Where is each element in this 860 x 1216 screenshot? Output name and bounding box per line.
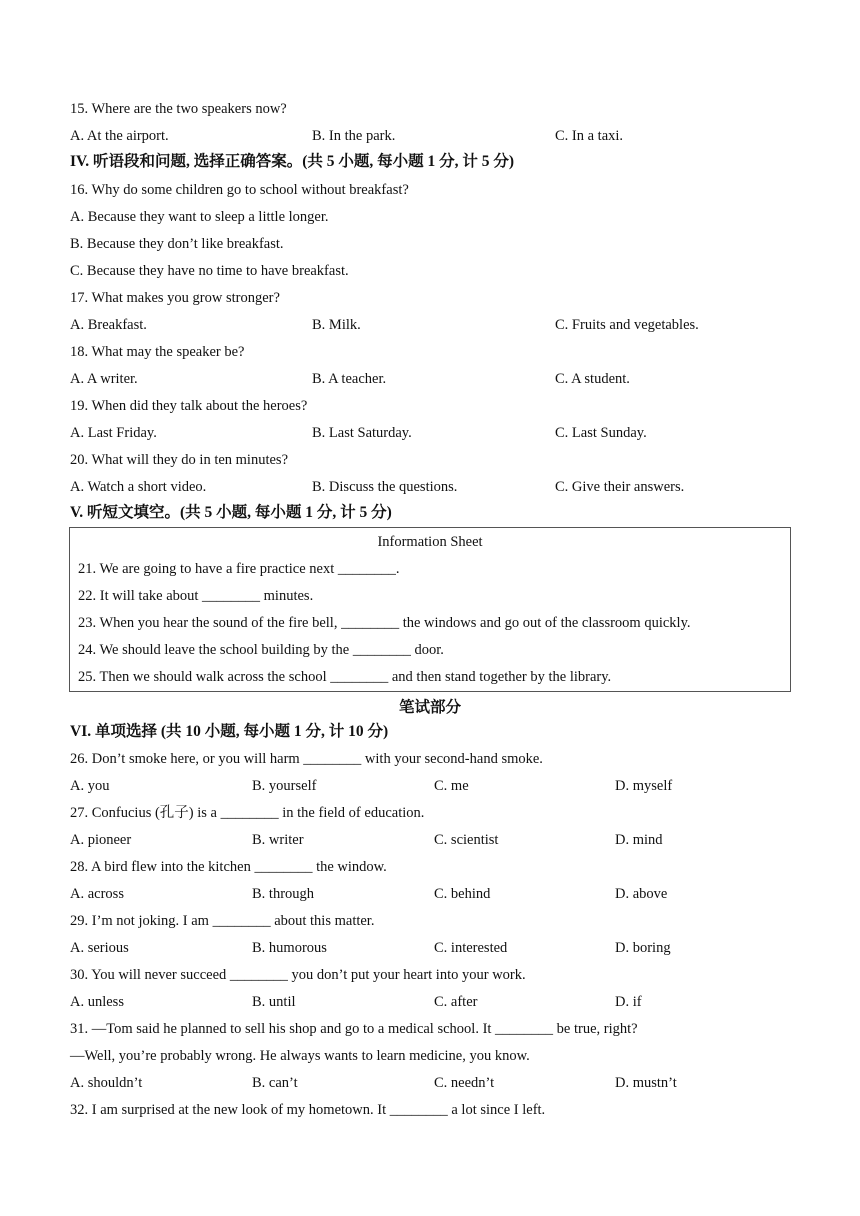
question-19-option-a: A. Last Friday. (70, 425, 157, 441)
question-18-stem: 18. What may the speaker be? (70, 344, 245, 360)
question-20-option-b: B. Discuss the questions. (312, 479, 458, 495)
information-sheet-title: Information Sheet (377, 534, 483, 550)
question-27-stem: 27. Confucius (孔子) is a ________ in the field of education. (70, 805, 425, 821)
question-17-stem: 17. What makes you grow stronger? (70, 290, 280, 306)
written-part-title: 笔试部分 (398, 699, 461, 716)
info-line-24: 24. We should leave the school building by the ________ door. (78, 642, 444, 658)
question-28-option-b: B. through (252, 886, 315, 902)
question-26-stem: 26. Don’t smoke here, or you will harm ________ with your second-hand smoke. (70, 751, 543, 767)
question-31-option-c: C. needn’t (434, 1075, 495, 1091)
question-16-option-c: C. Because they have no time to have breakfast. (70, 263, 349, 279)
question-16-option-a: A. Because they want to sleep a little longer. (70, 209, 329, 225)
question-30-option-d: D. if (615, 994, 642, 1010)
info-line-25: 25. Then we should walk across the school ________ and then stand together by the library. (78, 669, 612, 685)
question-15-option-b: B. In the park. (312, 128, 396, 144)
question-31-stem-reply: —Well, you’re probably wrong. He always wants to learn medicine, you know. (70, 1048, 530, 1064)
question-26-option-d: D. myself (615, 778, 673, 794)
question-28-option-a: A. across (70, 886, 124, 902)
question-15-option-c: C. In a taxi. (555, 128, 624, 144)
question-17-option-a: A. Breakfast. (70, 317, 147, 333)
question-30-option-b: B. until (252, 994, 296, 1010)
section-4-title: IV. 听语段和问题, 选择正确答案。(共 5 小题, 每小题 1 分, 计 5 分) (70, 153, 515, 170)
question-29-option-a: A. serious (70, 940, 129, 956)
question-30-stem: 30. You will never succeed ________ you don’t put your heart into your work. (70, 967, 526, 983)
question-26-option-b: B. yourself (252, 778, 317, 794)
question-27-option-d: D. mind (615, 832, 663, 848)
question-19-stem: 19. When did they talk about the heroes? (70, 398, 308, 414)
question-18-option-b: B. A teacher. (312, 371, 387, 387)
question-31-option-b: B. can’t (252, 1075, 298, 1091)
question-16-stem: 16. Why do some children go to school without breakfast? (70, 182, 409, 198)
question-26-option-c: C. me (434, 778, 469, 794)
question-31-option-d: D. mustn’t (615, 1075, 677, 1091)
question-26-option-a: A. you (70, 778, 110, 794)
question-31-stem: 31. —Tom said he planned to sell his shop and go to a medical school. It ________ be true, right? (70, 1021, 638, 1037)
question-29-stem: 29. I’m not joking. I am ________ about this matter. (70, 913, 375, 929)
question-20-stem: 20. What will they do in ten minutes? (70, 452, 289, 468)
question-28-option-c: C. behind (434, 886, 491, 902)
information-sheet (69, 527, 791, 692)
info-line-22: 22. It will take about ________ minutes. (78, 588, 314, 604)
question-27-option-b: B. writer (252, 832, 304, 848)
question-30-option-a: A. unless (70, 994, 124, 1010)
question-27-option-a: A. pioneer (70, 832, 132, 848)
question-18-option-c: C. A student. (555, 371, 630, 387)
question-16-option-b: B. Because they don’t like breakfast. (70, 236, 284, 252)
info-line-21: 21. We are going to have a fire practice next ________. (78, 561, 400, 577)
section-6-title: VI. 单项选择 (共 10 小题, 每小题 1 分, 计 10 分) (70, 723, 389, 740)
question-28-option-d: D. above (615, 886, 668, 902)
question-17-option-b: B. Milk. (312, 317, 361, 333)
question-15-stem: 15. Where are the two speakers now? (70, 101, 287, 117)
question-19-option-b: B. Last Saturday. (312, 425, 412, 441)
question-32-stem: 32. I am surprised at the new look of my hometown. It ________ a lot since I left. (70, 1102, 546, 1118)
question-29-option-c: C. interested (434, 940, 508, 956)
question-29-option-b: B. humorous (252, 940, 327, 956)
question-27-option-c: C. scientist (434, 832, 499, 848)
question-28-stem: 28. A bird flew into the kitchen ________ the window. (70, 859, 387, 875)
info-line-23: 23. When you hear the sound of the fire bell, ________ the windows and go out of the classroom quickly. (78, 615, 691, 631)
question-19-option-c: C. Last Sunday. (555, 425, 647, 441)
section-5-title: V. 听短文填空。(共 5 小题, 每小题 1 分, 计 5 分) (70, 504, 392, 521)
question-29-option-d: D. boring (615, 940, 671, 956)
question-31-option-a: A. shouldn’t (70, 1075, 143, 1091)
question-15-option-a: A. At the airport. (70, 128, 169, 144)
question-30-option-c: C. after (434, 994, 478, 1010)
question-20-option-c: C. Give their answers. (555, 479, 685, 495)
question-20-option-a: A. Watch a short video. (70, 479, 207, 495)
question-17-option-c: C. Fruits and vegetables. (555, 317, 699, 333)
question-18-option-a: A. A writer. (70, 371, 138, 387)
